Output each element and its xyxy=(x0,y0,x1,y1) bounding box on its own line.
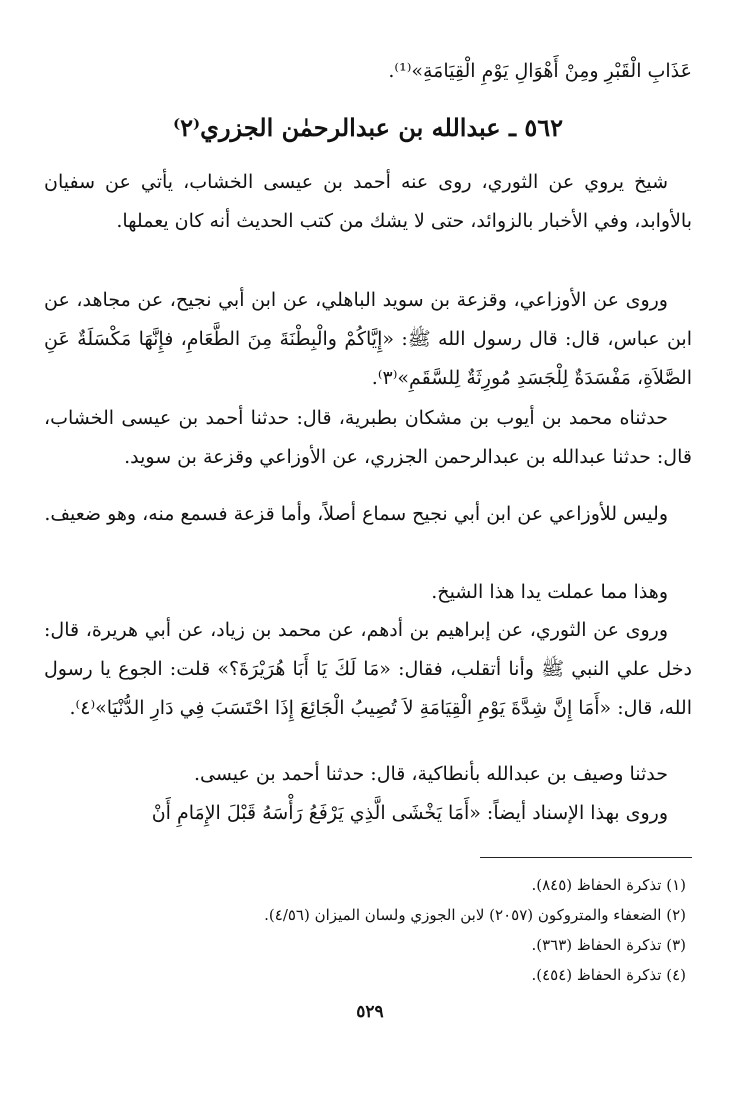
paragraph-verdict: وهذا مما عملت يدا هذا الشيخ. xyxy=(431,581,668,603)
footnote-divider xyxy=(480,857,692,858)
paragraph-hadith-1: وروى عن الأوزاعي، وقزعة بن سويد الباهلي، عن ابن أبي نجيح، عن مجاهد، عن ابن عباس، قال: قال رسول الله ﷺ: «إِيَّاكُمْ والْبِطْنَةَ مِنَ الطَّعَامِ، فإِنَّهَا مَكْسَلَةٌ عَنِ الصَّلاَةِ، مَفْسَدَةٌ لِلْجَسَدِ مُورِثَةٌ لِلسَّقَمِ»⁽٣⁾. xyxy=(44,289,692,389)
footnotes-list xyxy=(264,870,686,990)
footnote-item: (٣) تذكرة الحفاظ (٣٦٣). xyxy=(531,936,686,954)
continued-line: عَذَابِ الْقَبْرِ ومِنْ أَهْوَالِ يَوْمِ الْقِيَامَةِ»⁽¹⁾. xyxy=(388,60,692,82)
page-number: ٥٢٩ xyxy=(356,1002,384,1022)
paragraph-hadith-3: وروى بهذا الإسناد أيضاً: «أَمَا يَخْشَى الَّذِي يَرْفَعُ رَأْسَهُ قَبْلَ الإِمَامِ أَنْ xyxy=(151,802,668,824)
paragraph-biography: شيخ يروي عن الثوري، روى عنه أحمد بن عيسى الخشاب، يأتي عن سفيان بالأوابد، وفي الأخبار بالزوائد، حتى لا يشك من كتب الحديث أنه كان يعملها. xyxy=(44,171,692,232)
paragraph-isnad-2: حدثنا وصيف بن عبدالله بأنطاكية، قال: حدثنا أحمد بن عيسى. xyxy=(193,763,668,785)
paragraph-remark: وليس للأوزاعي عن ابن أبي نجيح سماع أصلاً، وأما قزعة فسمع منه، وهو ضعيف. xyxy=(44,503,668,525)
footnote-item: (١) تذكرة الحفاظ (٨٤٥). xyxy=(531,876,686,894)
footnote-item: (٤) تذكرة الحفاظ (٤٥٤). xyxy=(531,966,686,984)
footnote-item: (٢) الضعفاء والمتروكون (٢٠٥٧) لابن الجوزي ولسان الميزان (٤/٥٦). xyxy=(264,906,686,924)
paragraph-isnad-1: حدثناه محمد بن أيوب بن مشكان بطبرية، قال: حدثنا أحمد بن عيسى الخشاب، قال: حدثنا عبدالله بن عبدالرحمن الجزري، عن الأوزاعي وقزعة بن سويد. xyxy=(44,407,692,468)
entry-heading: ٥٦٢ ـ عبدالله بن عبدالرحمٰن الجزري⁽٢⁾ xyxy=(172,113,564,142)
paragraph-hadith-2: وروى عن الثوري، عن إبراهيم بن أدهم، عن محمد بن زياد، عن أبي هريرة، قال: دخل علي النبي ﷺ وأنا أتقلب، فقال: «مَا لَكَ يَا أَبَا هُرَيْرَةَ؟» قلت: الجوع يا رسول الله، قال: «أَمَا إِنَّ شِدَّةَ يَوْمِ الْقِيَامَةِ لاَ تُصِيبُ الْجَائِعَ إِذَا احْتَسَبَ فِي دَارِ الدُّنْيَا»⁽٤⁾. xyxy=(44,619,692,719)
